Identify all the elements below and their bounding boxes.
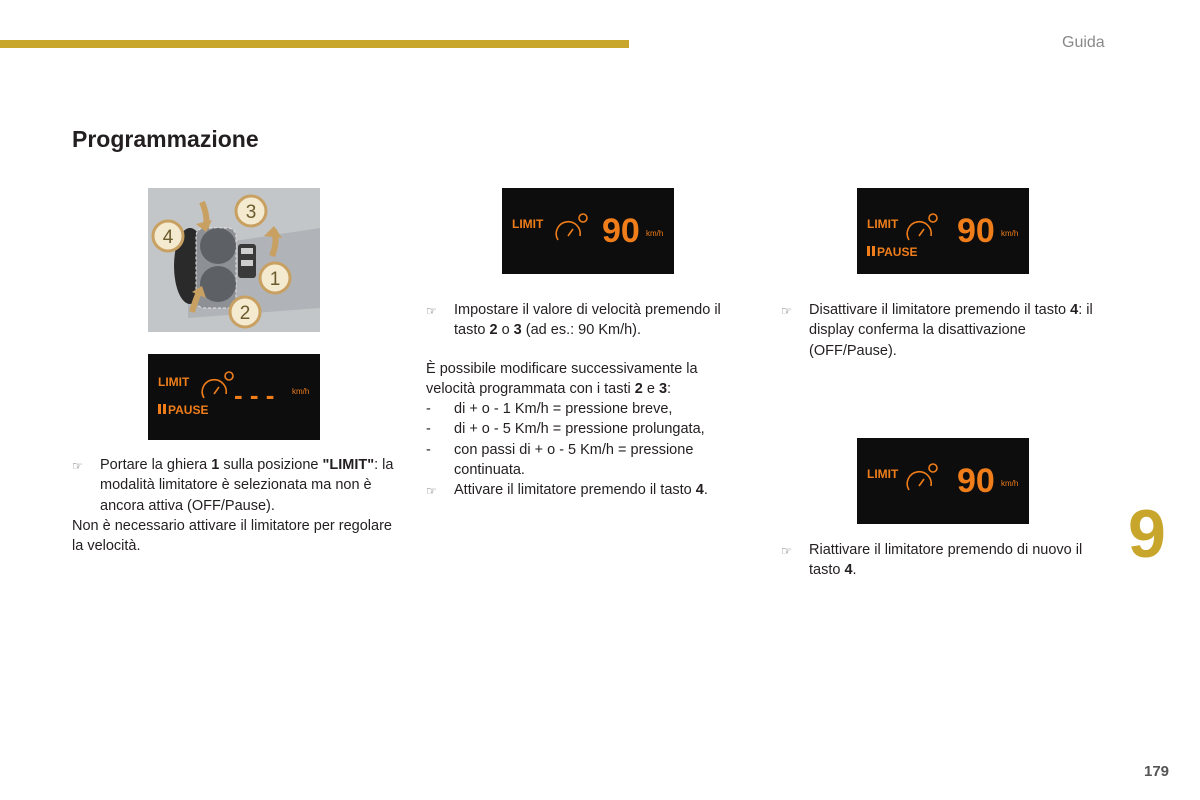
page-title: Programmazione [72, 126, 259, 152]
display-pause-90 [857, 188, 1029, 274]
svg-text:km/h: km/h [1001, 479, 1019, 488]
callout-1 [260, 263, 290, 293]
svg-text:3: 3 [245, 202, 257, 223]
svg-text:90: 90 [957, 212, 995, 250]
svg-text:1: 1 [269, 269, 281, 290]
svg-text:km/h: km/h [646, 229, 664, 238]
speedometer-icon [556, 214, 587, 240]
display-pause-blank [148, 354, 320, 440]
list-item: ☞ Disattivare il limitatore premendo il tasto 4: il display conferma la disattivazione (OFF/Pause). [781, 300, 1106, 361]
list-item: ☞ Attivare il limitatore premendo il tasto 4. [426, 480, 746, 501]
chapter-number: 9 [1128, 496, 1166, 572]
list-item: ☞ Impostare il valore di velocità premendo il tasto 2 o 3 (ad es.: 90 Km/h). [426, 300, 746, 341]
svg-text:km/h: km/h [1001, 229, 1019, 238]
callout-4 [153, 221, 183, 251]
speedometer-icon [202, 372, 233, 398]
col1-text [72, 455, 402, 556]
list-item: - di + o - 1 Km/h = pressione breve, [426, 401, 673, 418]
list-item: ☞ Riattivare il limitatore premendo di nuovo il tasto 4. [781, 540, 1106, 581]
pointing-hand-icon: ☞ [426, 304, 437, 318]
svg-text:PAUSE: PAUSE [877, 245, 918, 259]
pointing-hand-icon: ☞ [781, 544, 792, 558]
svg-text:LIMIT: LIMIT [867, 467, 899, 481]
pointing-hand-icon: ☞ [781, 304, 792, 318]
list-item: - di + o - 5 Km/h = pressione prolungata, [426, 421, 705, 438]
pointing-hand-icon: ☞ [426, 484, 437, 499]
svg-text:LIMIT: LIMIT [158, 375, 190, 389]
stalk-illustration [148, 188, 320, 332]
svg-text:LIMIT: LIMIT [867, 217, 899, 231]
paragraph: Non è necessario attivare il limitatore per regolare la velocità. [72, 517, 392, 555]
list-item: ☞ Portare la ghiera 1 sulla posizione "LIMIT": la modalità limitatore è selezionata ma non è ancora attiva (OFF/Pause). [72, 455, 402, 516]
svg-text:LIMIT: LIMIT [512, 217, 544, 231]
svg-text:4: 4 [162, 227, 174, 248]
display-active-90 [502, 188, 674, 274]
col3-text-bottom [781, 540, 1106, 581]
section-label: Guida [1062, 34, 1105, 51]
svg-text:90: 90 [957, 462, 995, 500]
header-accent-bar [0, 40, 629, 48]
col2-text [426, 300, 746, 502]
svg-text:90: 90 [602, 212, 640, 250]
paragraph: È possibile modificare successivamente la velocità programmata con i tasti 2 e 3: [426, 360, 698, 397]
page-number: 179 [1144, 763, 1170, 780]
svg-text:2: 2 [239, 303, 251, 324]
pointing-hand-icon: ☞ [72, 459, 83, 473]
callout-2 [230, 297, 260, 327]
speedometer-icon [907, 464, 937, 490]
list-item: - con passi di + o - 5 Km/h = pressione continuata. [426, 441, 694, 479]
callout-3 [236, 196, 266, 226]
display-active-90-repeat [857, 438, 1029, 524]
speedometer-icon [907, 214, 937, 240]
svg-text:- - -: - - - [234, 380, 275, 410]
svg-text:km/h: km/h [292, 387, 310, 396]
col3-text-top [781, 300, 1106, 361]
svg-text:PAUSE: PAUSE [168, 403, 209, 417]
